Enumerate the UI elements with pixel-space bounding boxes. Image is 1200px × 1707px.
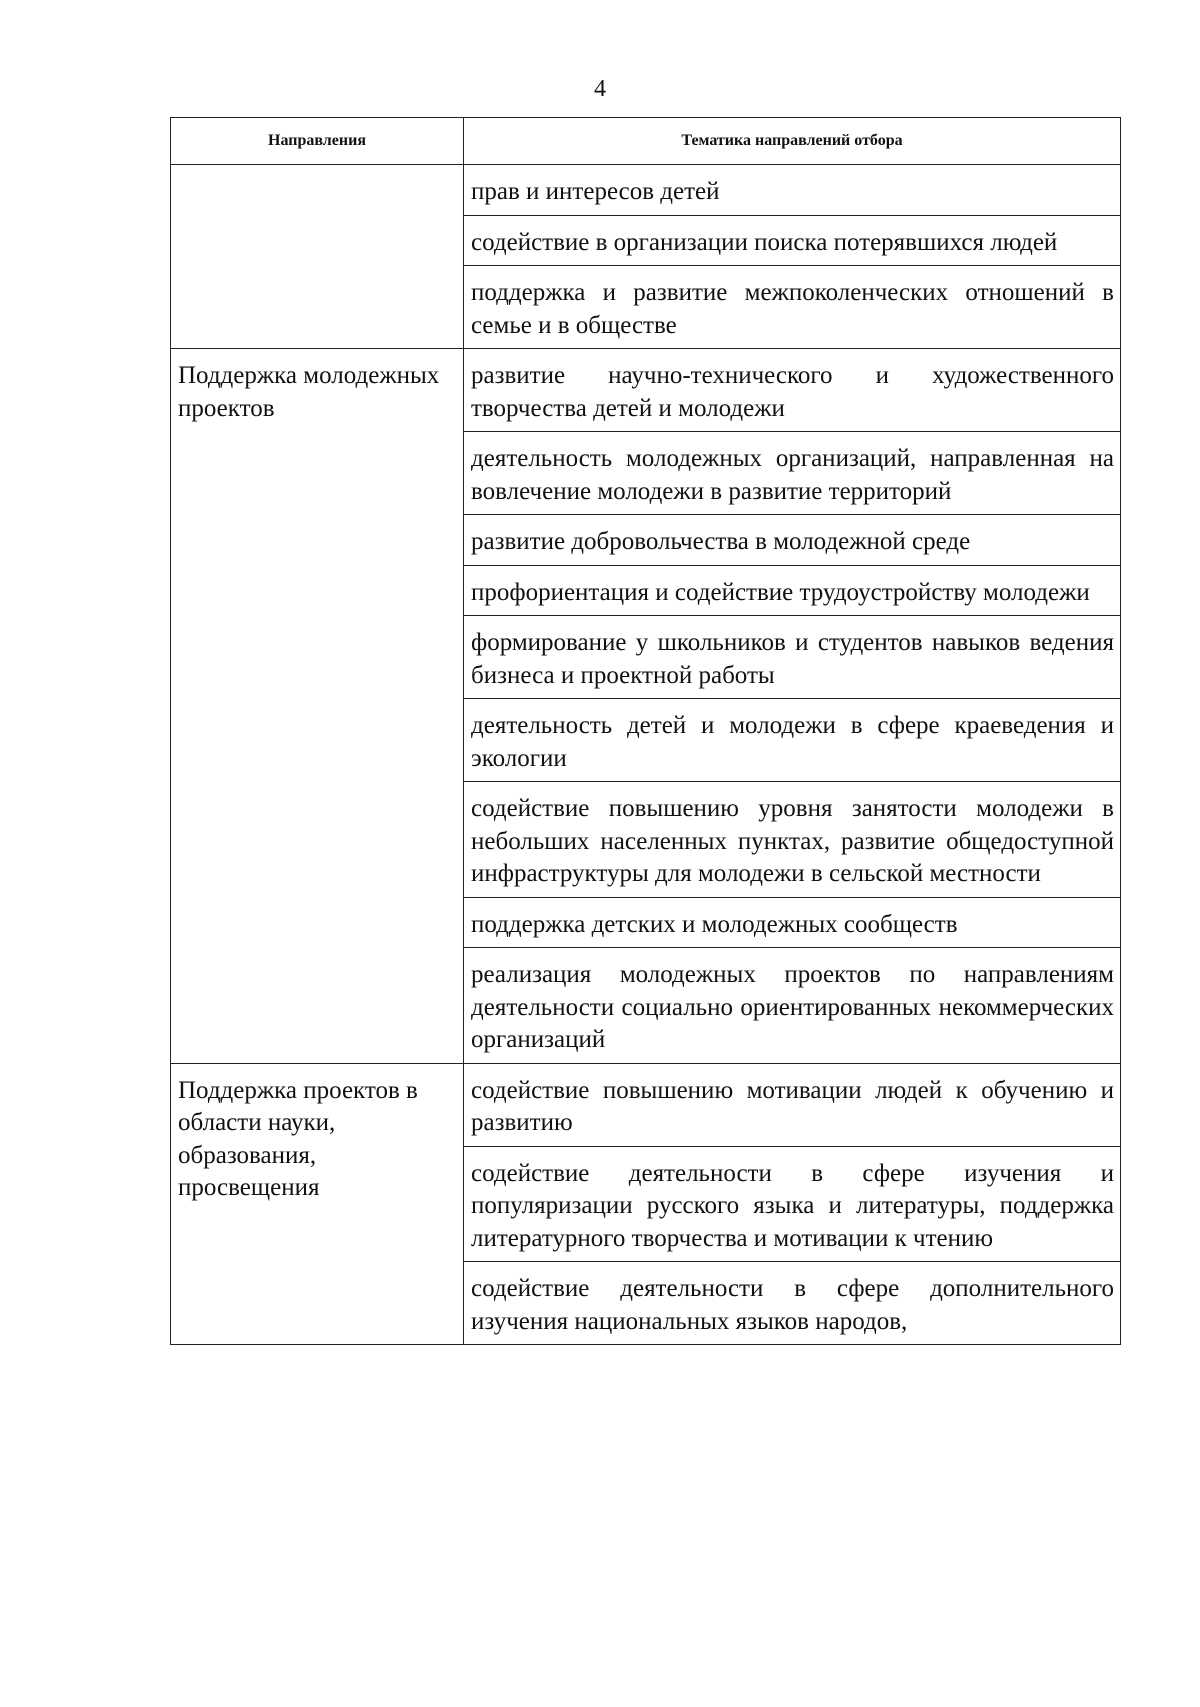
topic-cell: прав и интересов детей (464, 165, 1121, 216)
topic-cell: содействие в организации поиска потерявшихся людей (464, 215, 1121, 266)
topic-cell: профориентация и содействие трудоустройству молодежи (464, 565, 1121, 616)
direction-cell (171, 165, 464, 349)
table-header-row (171, 118, 1121, 165)
directions-table (170, 117, 1121, 1345)
topic-cell: реализация молодежных проектов по направлениям деятельности социально ориентированных некоммерческих организаций (464, 948, 1121, 1064)
topic-cell: содействие повышению уровня занятости молодежи в небольших населенных пунктах, развитие общедоступной инфраструктуры для молодежи в сельской местности (464, 782, 1121, 898)
topic-cell: развитие добровольчества в молодежной среде (464, 515, 1121, 566)
topic-cell: поддержка детских и молодежных сообществ (464, 897, 1121, 948)
topic-cell: содействие деятельности в сфере дополнительного изучения национальных языков народов, (464, 1262, 1121, 1345)
header-topics: Тематика направлений отбора (464, 118, 1121, 165)
table-row (171, 165, 1121, 216)
direction-cell: Поддержка проектов в области науки, образования, просвещения (171, 1063, 464, 1345)
table-row (171, 1063, 1121, 1146)
topic-cell: формирование у школьников и студентов навыков ведения бизнеса и проектной работы (464, 616, 1121, 699)
topic-cell: содействие деятельности в сфере изучения и популяризации русского языка и литературы, поддержка литературного творчества и мотивации к чтению (464, 1146, 1121, 1262)
topic-cell: деятельность молодежных организаций, направленная на вовлечение молодежи в развитие территорий (464, 432, 1121, 515)
table-row (171, 349, 1121, 432)
page-number: 4 (594, 76, 606, 102)
topic-cell: деятельность детей и молодежи в сфере краеведения и экологии (464, 699, 1121, 782)
topic-cell: поддержка и развитие межпоколенческих отношений в семье и в обществе (464, 266, 1121, 349)
topic-cell: развитие научно-технического и художественного творчества детей и молодежи (464, 349, 1121, 432)
header-directions: Направления (171, 118, 464, 165)
direction-cell: Поддержка молодежных проектов (171, 349, 464, 1064)
topic-cell: содействие повышению мотивации людей к обучению и развитию (464, 1063, 1121, 1146)
